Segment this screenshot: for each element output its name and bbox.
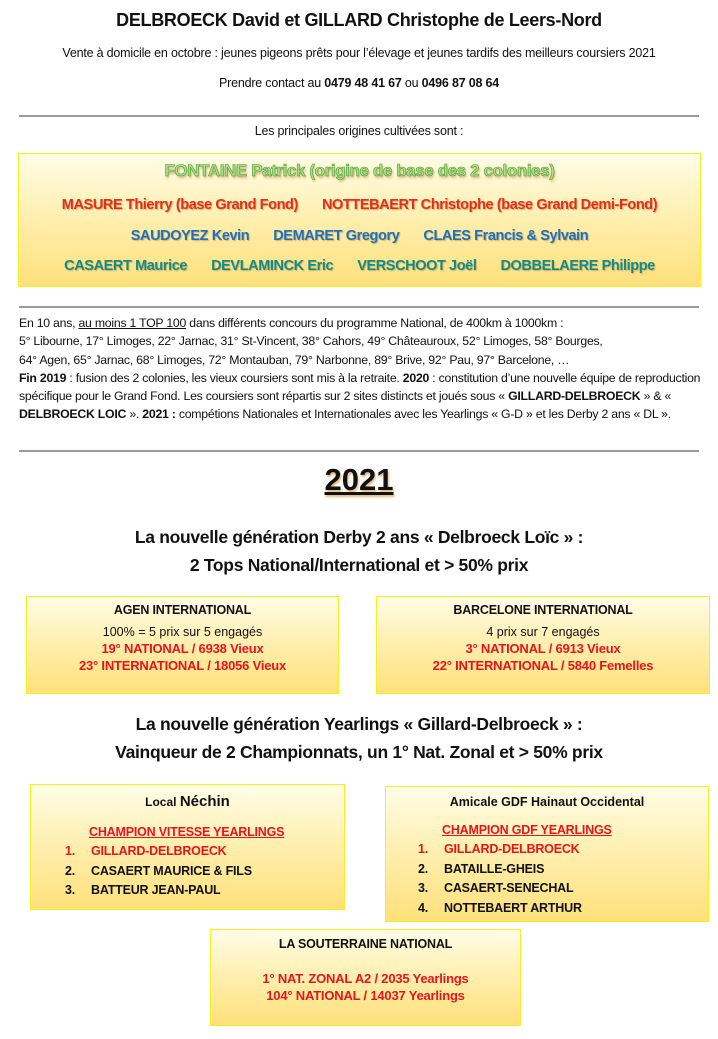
- origins-box: [18, 153, 701, 287]
- ranking-item: 4. NOTTEBAERT ARTHUR: [418, 900, 582, 915]
- origins-row-4: [19, 258, 700, 274]
- history-paragraph: [19, 314, 701, 424]
- amicale-title: Amicale GDF Hainaut Occidental: [449, 795, 645, 809]
- divider: [19, 115, 699, 117]
- year-heading: 2021: [324, 462, 394, 497]
- origin-dobbelaere: DOBBELAERE Philippe: [500, 258, 655, 274]
- origins-row-3: [19, 228, 700, 244]
- divider: [19, 450, 699, 452]
- origin-masure: MASURE Thierry (base Grand Fond): [61, 197, 298, 213]
- origin-base: FONTAINE Patrick (origine de base des 2 colonies): [164, 161, 555, 180]
- souterraine-result-1: 1° NAT. ZONAL A2 / 2035 Yearlings: [262, 971, 469, 986]
- contact-or: ou: [401, 76, 422, 90]
- barcelone-box: [376, 596, 710, 694]
- barcelone-summary: 4 prix sur 7 engagés: [486, 625, 600, 639]
- derby-heading-1: La nouvelle génération Derby 2 ans « Delbroeck Loïc » :: [134, 527, 584, 547]
- agen-result-1: 19° NATIONAL / 6938 Vieux: [101, 641, 264, 656]
- history-timeline: Fin 2019 : fusion des 2 colonies, les vieux coursiers sont mis à la retraite. 2020 : constitution d’une nouvelle équipe de reproduction spécifique pour le Grand Fond. Les coursiers sont répartis sur 2 sites distincts et joués sous « GILLARD-DELBROECK » & « DELBROECK LOIC ». 2021 : compétions Nationales et Internationales avec les Yearlings « G-D » et les Derby 2 ans « DL ».: [19, 370, 701, 422]
- yearlings-heading-1: La nouvelle génération Yearlings « Gillard-Delbroeck » :: [135, 714, 583, 734]
- derby-heading-2: 2 Tops National/International et > 50% prix: [189, 555, 529, 575]
- souterraine-box: [210, 929, 521, 1026]
- ranking-item: 2. BATAILLE-GHEIS: [418, 861, 545, 876]
- history-line-1: En 10 ans, au moins 1 TOP 100 dans différents concours du programme National, de 400km à 1000km :: [19, 316, 564, 330]
- divider: [19, 306, 699, 308]
- phone-1: 0479 48 41 67: [324, 76, 402, 90]
- ranking-item: 3. BATTEUR JEAN-PAUL: [65, 883, 221, 897]
- ranking-item: 3. CASAERT-SENECHAL: [418, 881, 574, 895]
- page-title: DELBROECK David et GILLARD Christophe de Leers-Nord: [116, 10, 602, 30]
- yearlings-heading-2: Vainqueur de 2 Championnats, un 1° Nat. Zonal et > 50% prix: [115, 742, 603, 762]
- origins-intro: Les principales origines cultivées sont :: [254, 124, 464, 138]
- nechin-champion: CHAMPION VITESSE YEARLINGS: [89, 825, 285, 839]
- souterraine-result-2: 104° NATIONAL / 14037 Yearlings: [266, 988, 465, 1003]
- agen-summary: 100% = 5 prix sur 5 engagés: [102, 625, 263, 639]
- agen-title: AGEN INTERNATIONAL: [113, 603, 252, 617]
- origin-devlaminck: DEVLAMINCK Eric: [211, 258, 334, 274]
- nechin-box: [30, 784, 345, 910]
- amicale-ranking: [418, 842, 582, 920]
- sale-announcement: Vente à domicile en octobre : jeunes pigeons prêts pour l’élevage et jeunes tardifs des meilleurs coursiers 2021: [62, 46, 656, 60]
- history-line-2: 5° Libourne, 17° Limoges, 22° Jarnac, 31° St-Vincent, 38° Cahors, 49° Châteauroux, 52° Limoges, 58° Bourges,: [19, 334, 603, 349]
- phone-2: 0496 87 08 64: [421, 76, 500, 90]
- nechin-ranking: [65, 844, 252, 903]
- ranking-item: 1. GILLARD-DELBROECK: [65, 844, 227, 858]
- ranking-item: 2. CASAERT MAURICE & FILS: [65, 863, 252, 878]
- barcelone-result-2: 22° INTERNATIONAL / 5840 Femelles: [432, 658, 654, 673]
- history-line-3: 64° Agen, 65° Jarnac, 68° Limoges, 72° Montauban, 79° Narbonne, 89° Brive, 92° Pau, 97° Barcelone, …: [19, 352, 570, 367]
- barcelone-title: BARCELONE INTERNATIONAL: [453, 603, 633, 617]
- origin-saudoyez: SAUDOYEZ Kevin: [130, 228, 250, 244]
- ranking-item: 1. GILLARD-DELBROECK: [418, 842, 580, 856]
- barcelone-result-1: 3° NATIONAL / 6913 Vieux: [465, 641, 621, 656]
- agen-box: [26, 596, 339, 694]
- amicale-box: [385, 786, 709, 922]
- origin-casaert: CASAERT Maurice: [64, 258, 188, 274]
- agen-result-2: 23° INTERNATIONAL / 18056 Vieux: [78, 658, 287, 673]
- top100-underline: au moins 1 TOP 100: [78, 316, 187, 330]
- contact-line: [0, 76, 718, 90]
- origin-claes: CLAES Francis & Sylvain: [423, 228, 589, 244]
- origin-demaret: DEMARET Gregory: [273, 228, 400, 244]
- origin-nottebaert: NOTTEBAERT Christophe (base Grand Demi-Fond): [321, 197, 658, 213]
- origins-row-2: [19, 197, 700, 213]
- souterraine-title: LA SOUTERRAINE NATIONAL: [278, 937, 453, 951]
- contact-prefix: Prendre contact au: [218, 76, 325, 90]
- origin-verschoot: VERSCHOOT Joël: [357, 258, 477, 274]
- amicale-champion: CHAMPION GDF YEARLINGS: [442, 823, 612, 837]
- nechin-title: Local Néchin: [145, 793, 230, 810]
